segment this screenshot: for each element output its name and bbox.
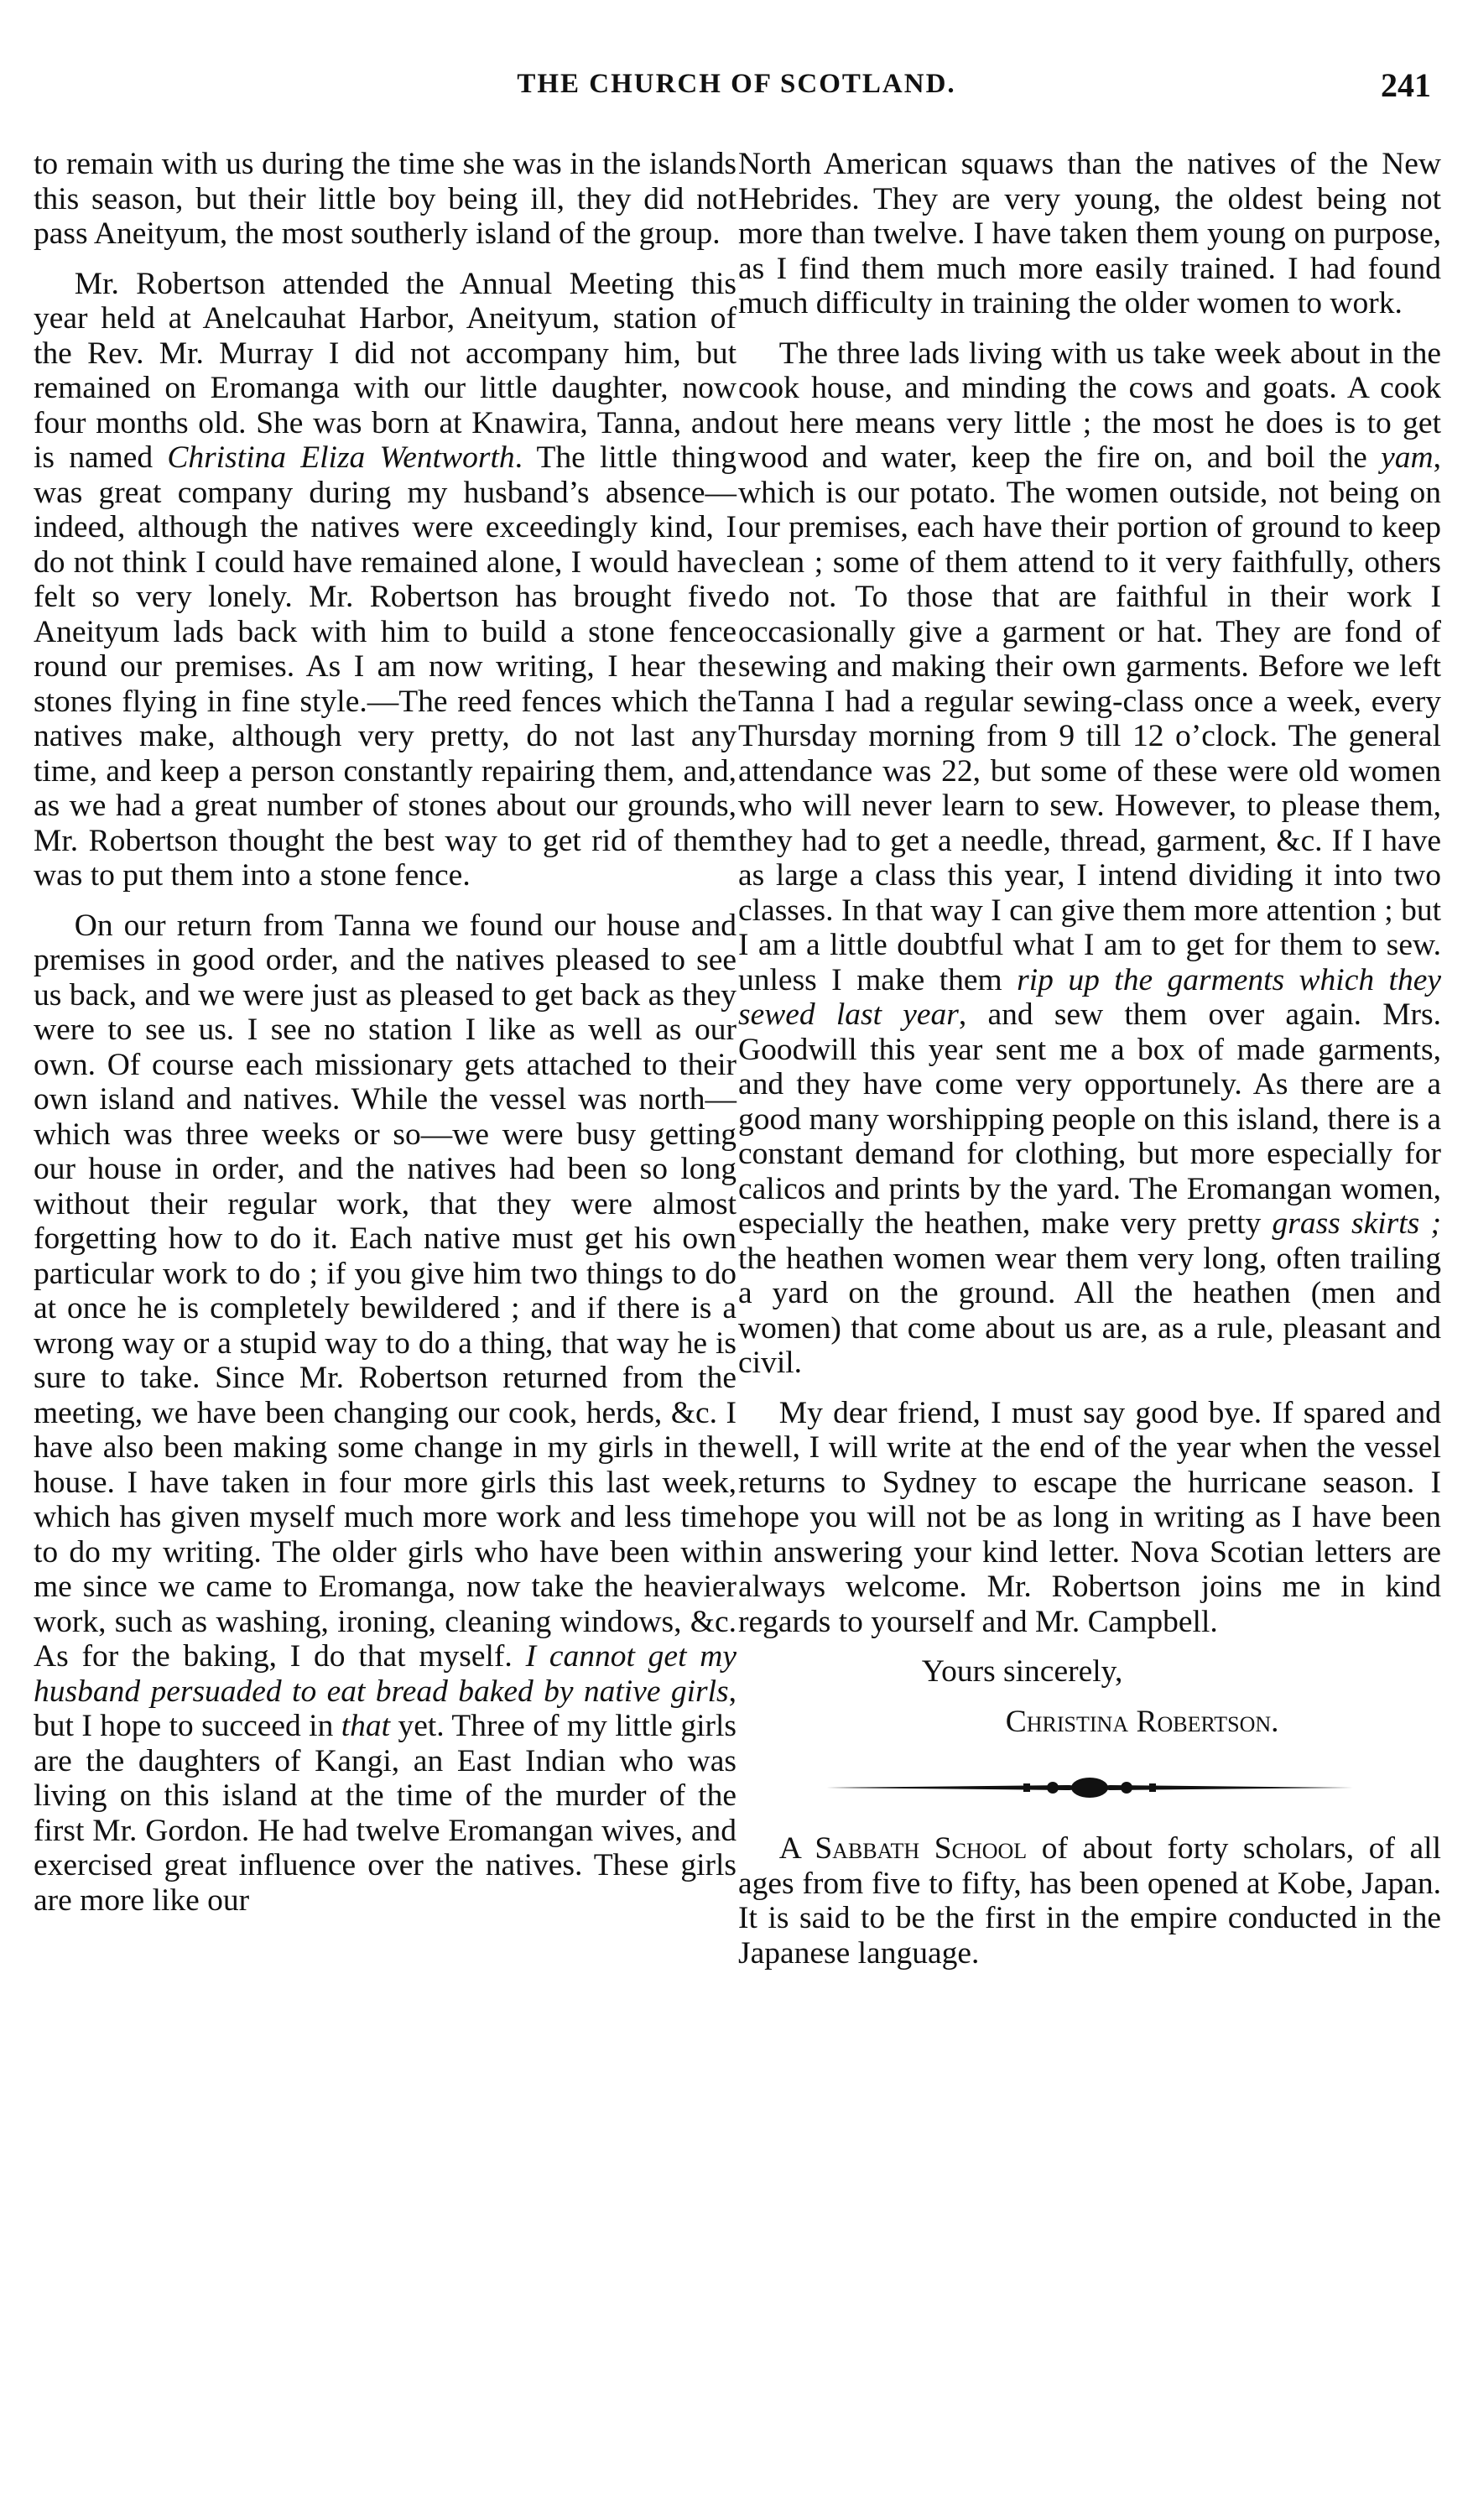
text-run: , but I hope to succeed in: [34, 1674, 736, 1743]
right-column: [738, 147, 1441, 1971]
sabbath-school-notice: [738, 1831, 1441, 1971]
page-number: 241: [1381, 66, 1431, 104]
italic-name: Christina Eliza Wentworth: [167, 440, 515, 475]
italic-emphasis: yam: [1381, 440, 1434, 475]
running-head: [34, 65, 1439, 107]
italic-emphasis: that: [341, 1709, 391, 1743]
running-title: THE CHURCH OF SCOTLAND.: [517, 69, 956, 99]
text-run: to remain with us during the time she was in the islands this season, but their little boy being ill, they did not pass Aneityum, the most southerly island of the group.: [34, 147, 736, 251]
text-run: North American squaws than the natives of the New Hebrides. They are very young, the oldest being not more than twelve. I have taken them young on purpose, as I find them much more easily trained. I had found much difficulty in training the older women to work.: [738, 147, 1441, 320]
text-run: . The little thing was great company during my husband’s absence—indeed, although the natives were exceedingly kind, I do not think I could have remained alone, I would have felt so very lonely. Mr. Robertson has brought five Aneityum lads back with him to build a stone fence round our premises. As I am now writing, I hear the stones flying in fine style.—The reed fences which the natives make, although very pretty, do not last any time, and keep a person constantly repairing them, and, as we had a great number of stones about our grounds, Mr. Robertson thought the best way to get rid of them was to put them into a stone fence.: [34, 440, 736, 893]
text-run: The three lads living with us take week about in the cook house, and minding the cows and goats. A cook out here means very little ; the most he does is to get wood and water, keep the fire on, and boil the: [738, 336, 1441, 475]
letter-closing: Yours sincerely,: [921, 1654, 1123, 1689]
left-paragraph-2: [34, 267, 736, 893]
text-run: yet. Three of my little girls are the daughters of Kangi, an East Indian who was living on this island at the time of the murder of the first Mr. Gordon. He had twelve Eromangan wives, and exercised great influence over the natives. These girls are more like our: [34, 1709, 736, 1918]
italic-emphasis: grass skirts ;: [1272, 1206, 1441, 1241]
text-run: On our return from Tanna we found our house and premises in good order, and the natives pleased to see us back, and we were just as pleased to get back as they were to see us. I see no station I like as well as our own. Of course each missionary gets attached to their own island and natives. While the vessel was north—which was three weeks or so—we were busy getting our house in order, and the natives had been so long without their regular work, that they were almost forgetting how to do it. Each native must get his own particular work to do ; if you give him two things to do at once he is completely bewildered ; and if there is a wrong way or a stupid way to do a thing, that way he is sure to take. Since Mr. Robertson returned from the meeting, we have been changing our cook, herds, &c. I have also been making some change in my girls in the house. I have taken in four more girls this last week, which has given myself much more work and less time to do my writing. The older girls who have been with me since we came to Eromanga, now take the heavier work, such as washing, ironing, cleaning windows, &c. As for the baking, I do that myself.: [34, 908, 736, 1674]
text-run: , which is our potato. The women outside, not being on our premises, each have their portion of ground to keep clean ; some of them attend to it very faithfully, others do not. To those that are faithful in their work I occasionally give a garment or hat. They are fond of sewing and making their own garments. Before we left Tanna I had a regular sewing-class once a week, every Thursday morning from 9 till 12 o’clock. The general attendance was 22, but some of these were old women who will never learn to sew. However, to please them, they had to get a needle, thread, garment, &c. If I have as large a class this year, I intend dividing it into two classes. In that way I can give them more attention ; but I am a little doubtful what I am to get for them to sew. unless I make them: [738, 440, 1441, 997]
text-run: of about forty scholars, of all ages from five to fifty, has been opened at Kobe, Japan. It is said to be the first in the empire conducted in the Japanese language.: [738, 1831, 1441, 1971]
letter-signature: Christina Robertson.: [1005, 1704, 1279, 1739]
right-paragraph-2: [738, 336, 1441, 1381]
right-paragraph-3: [738, 1396, 1441, 1640]
italic-emphasis: I cannot get my husband persuaded to eat bread baked by native girls: [34, 1639, 736, 1709]
italic-emphasis: rip up the garments which they sewed last year: [738, 962, 1441, 1032]
left-paragraph-3: [34, 909, 736, 1919]
left-column: [34, 147, 736, 1918]
text-run: Mr. Robertson attended the Annual Meeting this year held at Anelcauhat Harbor, Aneityum, station of the Rev. Mr. Murray I did not accompany him, but remained on Eromanga with our little daughter, now four months old. She was born at Knawira, Tanna, and is named: [34, 266, 736, 475]
ornamental-divider: [738, 1771, 1441, 1804]
ornament-rule-icon: [738, 1771, 1441, 1804]
text-run: , and sew them over again. Mrs. Goodwill this year sent me a box of made garments, and they have come very opportunely. As there are a good many worshipping people on this island, there is a constant demand for clothing, but more especially for calicos and prints by the yard. The Eromangan women, especially the heathen, make very pretty: [738, 997, 1441, 1241]
right-paragraph-1: [738, 147, 1441, 321]
text-run: the heathen women wear them very long, often trailing a yard on the ground. All the heathen (men and women) that come about us are, as a rule, pleasant and civil.: [738, 1241, 1441, 1380]
text-run: My dear friend, I must say good bye. If spared and well, I will write at the end of the year when the vessel returns to Sydney to escape the hurricane season. I hope you will not be as long in writing as I have been in answering your kind letter. Nova Scotian letters are always welcome. Mr. Robertson joins me in kind regards to yourself and Mr. Campbell.: [738, 1395, 1441, 1639]
notice-lead: A Sabbath School: [778, 1831, 1028, 1866]
left-paragraph-1: [34, 147, 736, 252]
